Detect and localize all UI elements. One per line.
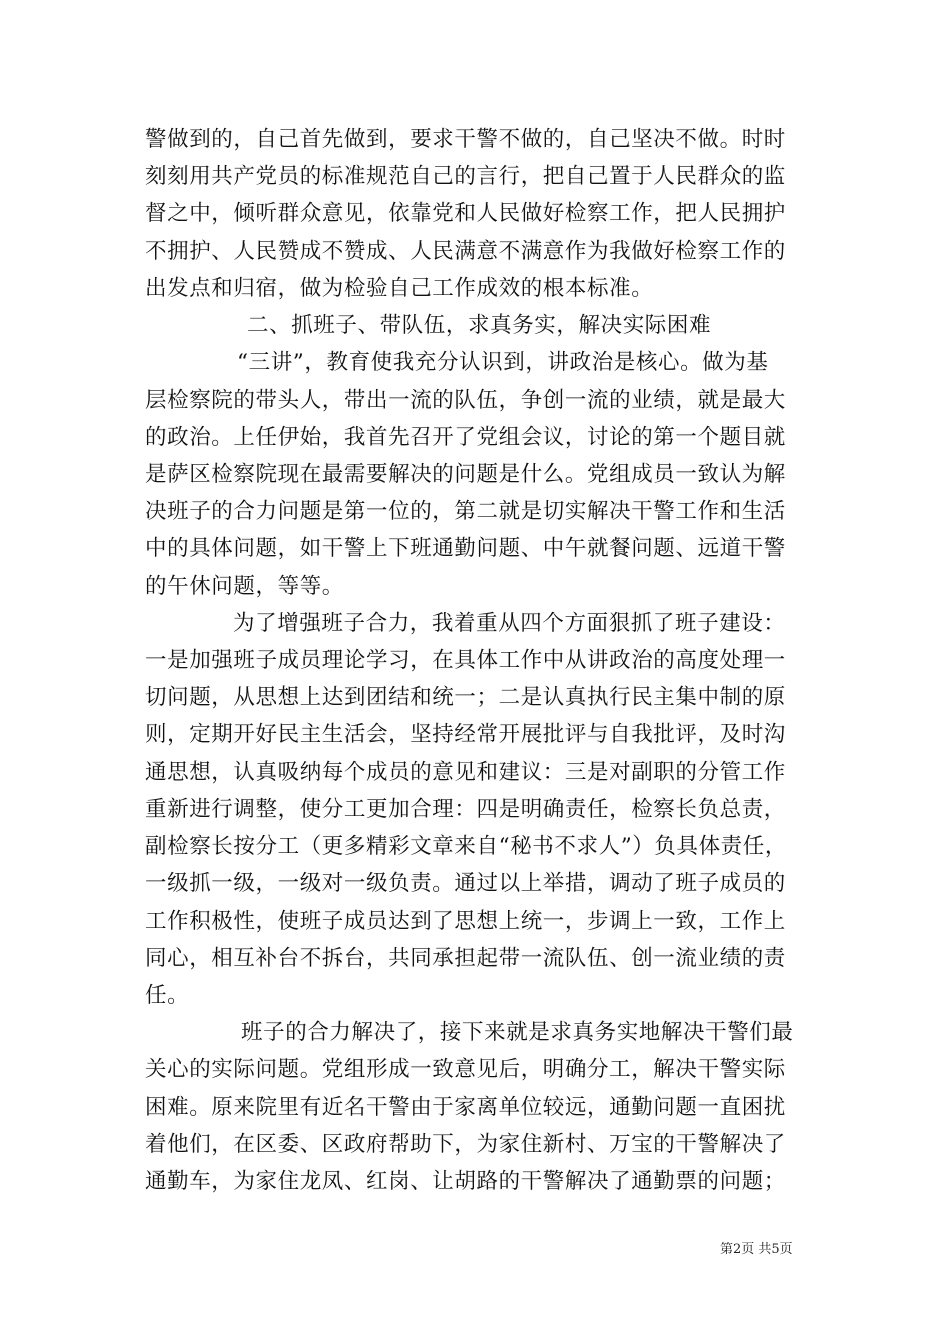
body-text-line: 通勤车，为家住龙凤、红岗、让胡路的干警解决了通勤票的问题； <box>145 1169 786 1194</box>
body-text-line: 一是加强班子成员理论学习，在具体工作中从讲政治的高度处理一 <box>145 648 786 673</box>
body-text-line: 警做到的，自己首先做到，要求干警不做的，自己坚决不做。时时 <box>145 127 786 152</box>
body-text-line: 出发点和归宿，做为检验自己工作成效的根本标准。 <box>145 276 654 301</box>
body-text-line: “三讲”，教育使我充分认识到，讲政治是核心。做为基 <box>237 350 769 375</box>
body-text-line: 为了增强班子合力，我着重从四个方面狠抓了班子建设： <box>233 611 786 636</box>
body-text-line: 通思想，认真吸纳每个成员的意见和建议：三是对副职的分管工作 <box>145 760 786 785</box>
body-text-line: 着他们，在区委、区政府帮助下，为家住新村、万宝的干警解决了 <box>145 1132 786 1157</box>
body-text-line: 则，定期开好民主生活会，坚持经常开展批评与自我批评，及时沟 <box>145 722 786 747</box>
body-text-line: 关心的实际问题。党组形成一致意见后，明确分工，解决干警实际 <box>145 1057 786 1082</box>
page-number: 第2页 共5页 <box>720 1242 793 1257</box>
body-text-line: 的政治。上任伊始，我首先召开了党组会议，讨论的第一个题目就 <box>145 425 786 450</box>
body-text-line: 一级抓一级，一级对一级负责。通过以上举措，调动了班子成员的 <box>145 871 786 896</box>
body-text-line: 重新进行调整，使分工更加合理：四是明确责任，检察长负总责， <box>145 797 786 822</box>
body-text-line: 层检察院的带头人，带出一流的队伍，争创一流的业绩，就是最大 <box>145 388 786 413</box>
body-text-line: 中的具体问题，如干警上下班通勤问题、中午就餐问题、远道干警 <box>145 536 786 561</box>
body-text-line: 任。 <box>145 983 190 1008</box>
body-text-line: 不拥护、人民赞成不赞成、人民满意不满意作为我做好检察工作的 <box>145 239 786 264</box>
body-text-line: 决班子的合力问题是第一位的，第二就是切实解决干警工作和生活 <box>145 499 786 524</box>
body-text-line: 督之中，倾听群众意见，依靠党和人民做好检察工作，把人民拥护 <box>145 201 786 226</box>
body-text-line: 工作积极性，使班子成员达到了思想上统一，步调上一致，工作上 <box>145 909 786 934</box>
body-text-line: 同心，相互补台不拆台，共同承担起带一流队伍、创一流业绩的责 <box>145 946 786 971</box>
body-text-line: 班子的合力解决了，接下来就是求真务实地解决干警们最 <box>241 1020 794 1045</box>
body-text-line: 是萨区检察院现在最需要解决的问题是什么。党组成员一致认为解 <box>145 462 786 487</box>
section-heading: 二、抓班子、带队伍，求真务实，解决实际困难 <box>247 313 712 338</box>
body-text-line: 刻刻用共产党员的标准规范自己的言行，把自己置于人民群众的监 <box>145 164 786 189</box>
body-text-line: 副检察长按分工（更多精彩文章来自“秘书不求人”）负具体责任， <box>145 834 787 859</box>
body-text-line: 困难。原来院里有近名干警由于家离单位较远，通勤问题一直困扰 <box>145 1095 786 1120</box>
body-text-line: 切问题，从思想上达到团结和统一；二是认真执行民主集中制的原 <box>145 685 786 710</box>
body-text-line: 的午休问题，等等。 <box>145 574 344 599</box>
